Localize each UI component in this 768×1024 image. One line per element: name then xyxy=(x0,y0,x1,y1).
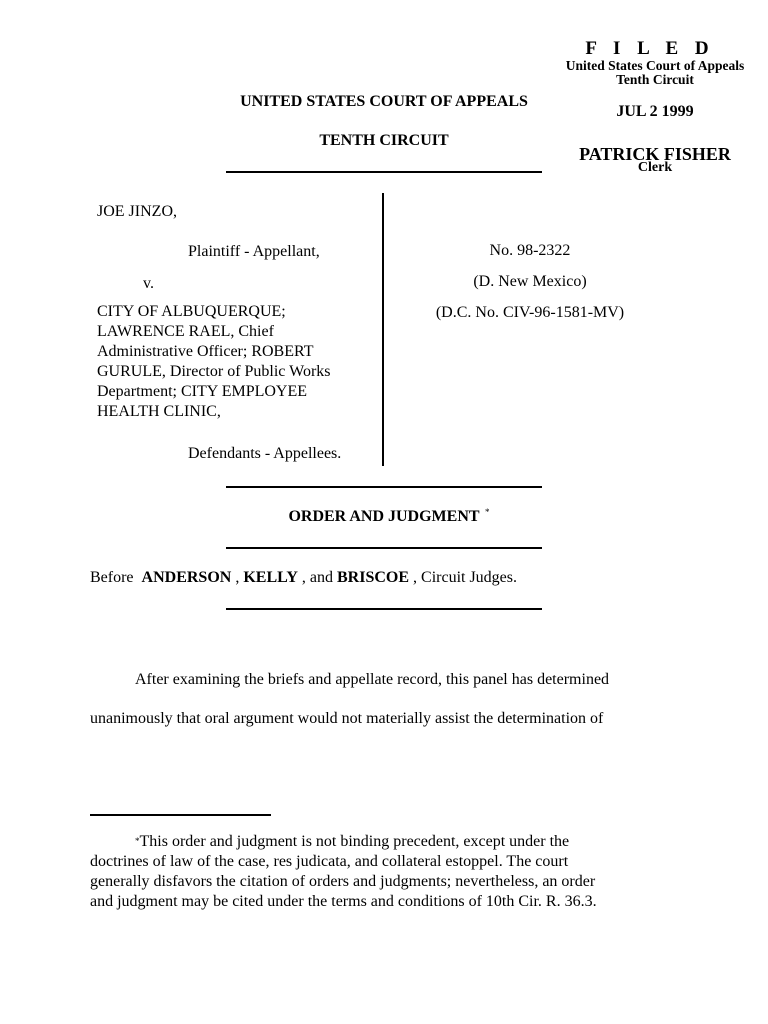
plaintiff-name: JOE JINZO, xyxy=(97,203,177,220)
panel-sep: , and xyxy=(297,569,337,586)
filed-stamp-circuit: Tenth Circuit xyxy=(616,72,694,87)
order-footnote-mark: * xyxy=(485,507,490,517)
defendant-line: CITY OF ALBUQUERQUE; xyxy=(97,303,286,320)
case-number: No. 98-2322 xyxy=(489,242,571,259)
footnote-line xyxy=(90,832,690,852)
footnote-line: and judgment may be cited under the terms and conditions of 10th Cir. R. 36.3. xyxy=(90,893,597,910)
caption-divider xyxy=(382,193,384,466)
footnote-mark: * xyxy=(135,836,140,846)
panel-line xyxy=(90,569,517,587)
filed-stamp-clerk-name: PATRICK FISHER xyxy=(579,144,731,164)
defendant-line: Administrative Officer; ROBERT xyxy=(97,343,314,360)
district-case-number: (D.C. No. CIV-96-1581-MV) xyxy=(435,304,625,321)
judge-anderson: ANDERSON xyxy=(141,569,232,586)
plaintiff-role: Plaintiff - Appellant, xyxy=(188,243,320,260)
defendant-line: Department; CITY EMPLOYEE xyxy=(97,383,308,400)
order-rule-bottom xyxy=(226,547,542,549)
panel-rule xyxy=(226,608,542,610)
panel-sep: , xyxy=(231,569,244,586)
body-line-1: After examining the briefs and appellate record, this panel has determined xyxy=(135,671,610,688)
footnote-line: doctrines of law of the case, res judicata, and collateral estoppel. The court xyxy=(90,853,569,870)
order-rule-top xyxy=(226,486,542,488)
order-title: ORDER AND JUDGMENT xyxy=(288,508,480,525)
defendants-role: Defendants - Appellees. xyxy=(188,445,342,462)
footnote-line: generally disfavors the citation of orders and judgments; nevertheless, an order xyxy=(90,873,596,890)
circuit-heading: TENTH CIRCUIT xyxy=(319,132,449,149)
heading-rule xyxy=(226,171,542,173)
footnote xyxy=(90,832,690,912)
footnote-text: This order and judgment is not binding precedent, except under the xyxy=(139,833,570,850)
defendants-list xyxy=(97,302,377,422)
court-heading: UNITED STATES COURT OF APPEALS xyxy=(240,93,528,110)
body-line-2: unanimously that oral argument would not materially assist the determination of xyxy=(90,710,604,727)
filed-stamp-date: JUL 2 1999 xyxy=(616,103,694,120)
filed-stamp-title: F I L E D xyxy=(585,38,715,59)
defendant-line: GURULE, Director of Public Works xyxy=(97,363,331,380)
panel-before: Before xyxy=(90,569,134,586)
defendant-line: LAWRENCE RAEL, Chief xyxy=(97,323,274,340)
defendant-line: HEALTH CLINIC, xyxy=(97,403,221,420)
panel-after: , Circuit Judges. xyxy=(409,569,518,586)
filed-stamp-clerk-title: Clerk xyxy=(637,160,673,175)
judge-kelly: KELLY xyxy=(243,569,298,586)
versus-label: v. xyxy=(143,275,154,292)
judge-briscoe: BRISCOE xyxy=(336,569,410,586)
district-court: (D. New Mexico) xyxy=(473,273,587,290)
filed-stamp-court: United States Court of Appeals xyxy=(565,58,745,73)
footnote-separator xyxy=(90,814,271,816)
